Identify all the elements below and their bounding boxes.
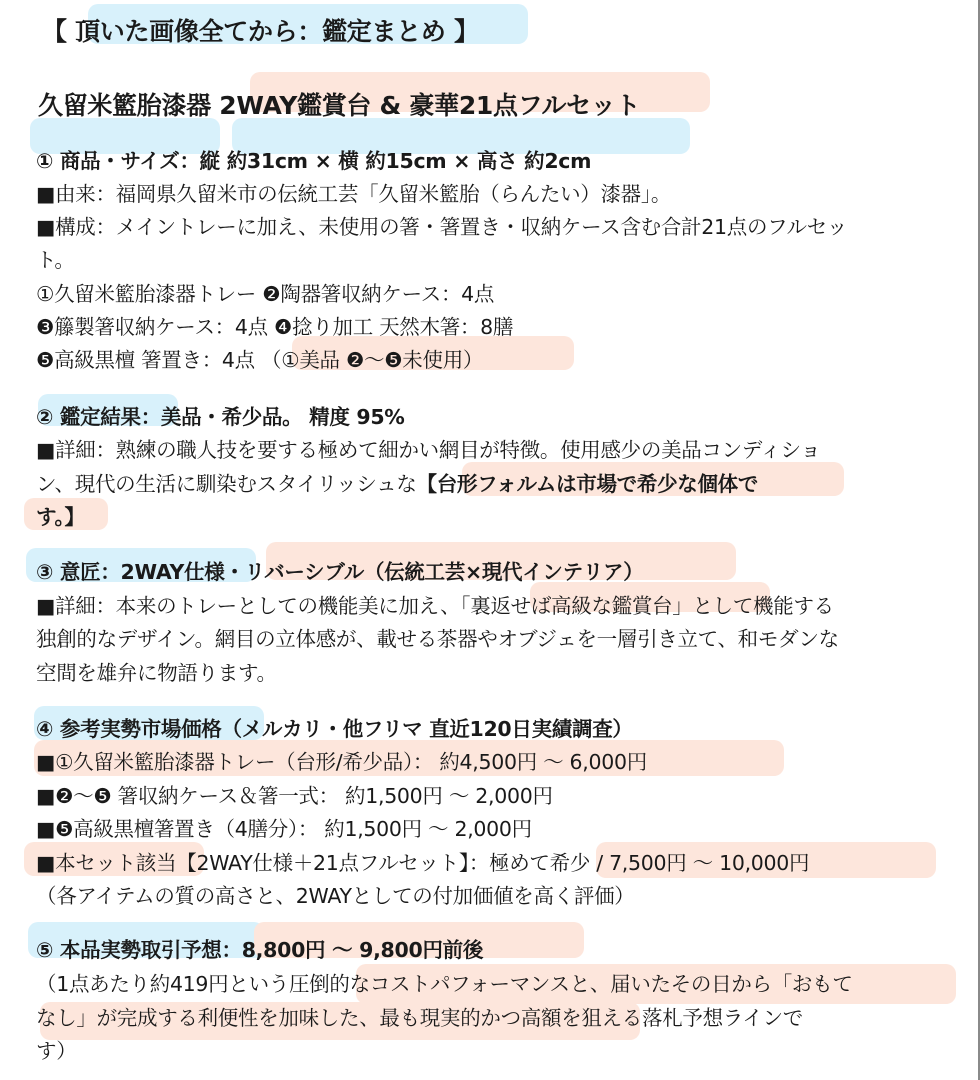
- section-1-line: ❺高級黒檀 箸置き：4点 （①美品 ❷〜❺未使用）: [36, 348, 484, 372]
- product-heading: 久留米籃胎漆器 2WAY鑑賞台 & 豪華21点フルセット: [38, 91, 641, 120]
- price-line: ■本セット該当【2WAY仕様＋21点フルセット】：極めて希少 / 7,500円 〜 10,000円: [36, 851, 810, 875]
- section-2-line: ■詳細：熟練の職人技を要する極めて細かい網目が特徴。使用感少の美品コンディショ: [36, 438, 821, 462]
- section-3-line: ■詳細：本来のトレーとしての機能美に加え、「裏返せば高級な鑑賞台」として機能する: [36, 594, 834, 618]
- document-title: 【 頂いた画像全てから：鑑定まとめ 】: [42, 17, 479, 46]
- section-5-line: （1点あたり約419円という圧倒的なコストパフォーマンスと、届いたその日から「おもて: [36, 972, 853, 996]
- section-1-title: ① 商品・サイズ：縦 約31cm × 横 約15cm × 高さ 約2cm: [36, 149, 592, 173]
- price-line: ■❷〜❺ 箸収納ケース＆箸一式： 約1,500円 〜 2,000円: [36, 784, 553, 808]
- section-4-title: [36, 712, 633, 742]
- section-1-line: ❸籐製箸収納ケース：4点 ❹捻り加工 天然木箸：8膳: [36, 315, 514, 339]
- section-5-line: す）: [36, 1039, 77, 1063]
- price-line: ■❺高級黒檀箸置き（4膳分）： 約1,500円 〜 2,000円: [36, 817, 532, 841]
- section-1-line: ト。: [36, 248, 75, 272]
- section-3-title: ③ 意匠：2WAY仕様・リバーシブル（伝統工芸×現代インテリア）: [36, 560, 644, 584]
- section-2-text: ン、現代の生活に馴染むスタイリッシュな: [36, 472, 417, 496]
- section-1-line: ■構成：メイントレーに加え、未使用の箸・箸置き・収納ケース含む合計21点のフルセッ: [36, 215, 848, 239]
- section-2-line: [36, 467, 758, 497]
- section-2-emphasis: す。】: [36, 505, 85, 529]
- section-4-title-main: ④ 参考実勢市場価格: [36, 717, 222, 741]
- price-line: ■①久留米籃胎漆器トレー（台形/希少品）： 約4,500円 〜 6,000円: [36, 750, 647, 774]
- section-5-line: なし」が完成する利便性を加味した、最も現実的かつ高額を狙える落札予想ラインで: [36, 1006, 803, 1030]
- section-2-title: ② 鑑定結果：美品・希少品。 精度 95%: [36, 405, 405, 429]
- section-3-line: 独創的なデザイン。網目の立体感が、載せる茶器やオブジェを一層引き立て、和モダンな: [36, 627, 839, 651]
- section-4-title-note: （メルカリ・他フリマ 直近120日実績調査）: [221, 717, 633, 741]
- section-2-emphasis: 【台形フォルムは市場で希少な個体で: [416, 472, 759, 496]
- section-1-line: ①久留米籃胎漆器トレー ❷陶器箸収納ケース：4点: [36, 282, 495, 306]
- section-5-title: ⑤ 本品実勢取引予想：8,800円 〜 9,800円前後: [36, 938, 484, 962]
- price-note: （各アイテムの質の高さと、2WAYとしての付加価値を高く評価）: [36, 884, 635, 908]
- section-1-line: ■由来：福岡県久留米市の伝統工芸「久留米籃胎（らんたい）漆器」。: [36, 182, 672, 206]
- section-3-line: 空間を雄弁に物語ります。: [36, 661, 277, 685]
